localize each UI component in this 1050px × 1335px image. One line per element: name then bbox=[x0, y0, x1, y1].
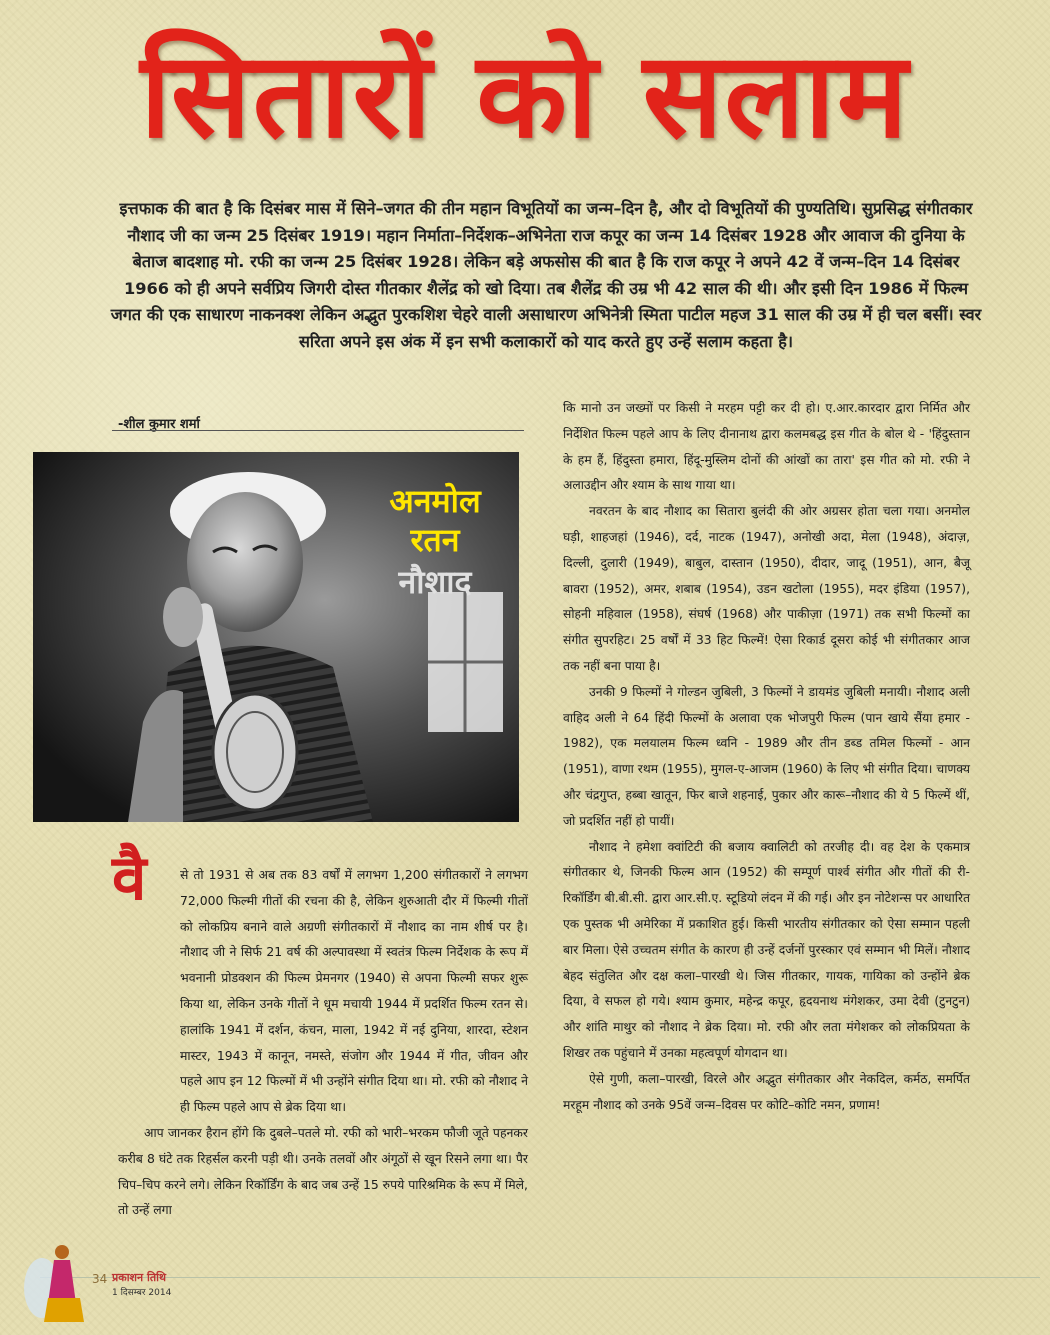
article-column-right bbox=[563, 396, 970, 1118]
byline-divider bbox=[112, 430, 524, 431]
photo-title-line-2: रतन bbox=[410, 521, 460, 559]
photo-title-line-1: अनमोल bbox=[389, 482, 481, 520]
article-paragraph: कि मानो उन जख्मों पर किसी ने मरहम पट्टी कर दी हो। ए.आर.कारदार द्वारा निर्मित और निर्देशित फिल्म पहले आप के लिए दीनानाथ द्वारा कलमबद्ध इस गीत के बोल थे - 'हिंदुस्तान के हम हैं, हिंदुस्ता हमारा, हिंदू-मुस्लिम दोनों की आंखों का तारा' इस गीत को मो. रफी ने अलाउद्दीन और श्याम के साथ गाया था। bbox=[563, 401, 970, 493]
article-paragraph: नवरतन के बाद नौशाद का सितारा बुलंदी की ओर अग्रसर होता चला गया। अनमोल घड़ी, शाहजहां (1946), दर्द, नाटक (1947), अनोखी अदा, मेला (1948), अंदाज़, दिल्ली, दुलारी (1949), बाबुल, दास्तान (1950), दीदार, जादू (1951), आन, बैजू बावरा (1952), अमर, शबाब (1954), उडन खटोला (1955), मदर इंडिया (1957), सोहनी महिवाल (1958), संघर्ष (1968) और पाकीज़ा (1971) तक सभी फिल्मों का संगीत सुपरहिट। 25 वर्षों में 33 हिट फिल्में! ऐसा रिकार्ड दूसरा कोई भी संगीतकार आज तक नहीं बना पाया है। bbox=[563, 504, 970, 673]
dancer-emblem-icon bbox=[18, 1238, 90, 1326]
intro-paragraph: इत्तफाक की बात है कि दिसंबर मास में सिने–जगत की तीन महान विभूतियों का जन्म–दिन है, और दो विभूतियों की पुण्यतिथि। सुप्रसिद्ध संगीतकार नौशाद जी का जन्म 25 दिसंबर 1919। महान निर्माता–निर्देशक–अभिनेता राज कपूर का जन्म 14 दिसंबर 1928 और आवाज की दुनिया के बेताज बादशाह मो. रफी का जन्म 25 दिसंबर 1928। लेकिन बड़े अफसोस की बात है कि राज कपूर ने अपने 42 वें जन्म–दिन 14 दिसंबर 1966 को ही अपने सर्वप्रिय जिगरी दोस्त गीतकार शैलेंद्र को खो दिया। तब शैलेंद्र की उम्र भी 42 साल की थी। और इसी दिन 1986 में फिल्म जगत की एक साधारण नाकनक्श लेकिन अद्भुत पुरकशिश चेहरे वाली असाधारण अभिनेत्री स्मिता पाटील महज 31 साल की उम्र में ही चल बसीं। स्वर सरिता अपने इस अंक में इन सभी कलाकारों को याद करते हुए उन्हें सलाम कहता है। bbox=[110, 199, 982, 351]
page-number: 34 bbox=[92, 1272, 108, 1286]
author-byline: -शील कुमार शर्मा bbox=[118, 417, 200, 432]
article-paragraph: आप जानकर हैरान होंगे कि दुबले–पतले मो. रफी को भारी–भरकम फौजी जूते पहनकर करीब 8 घंटे तक रिहर्सल करनी पड़ी थी। उनके तलवों और अंगूठों से खून रिसने लगा था। पैर चिप–चिप करने लगे। लेकिन रिकॉर्डिंग के बाद जब उन्हें 15 रुपये पारिश्रमिक के रूप में मिले, तो उन्हें लगा bbox=[118, 1124, 528, 1218]
publication-date: 1 दिसम्बर 2014 bbox=[112, 1288, 172, 1298]
page-headline: सितारों को सलाम bbox=[140, 26, 910, 164]
article-paragraph: ऐसे गुणी, कला–पारखी, विरले और अद्भुत संगीतकार और नेकदिल, कर्मठ, समर्पित मरहूम नौशाद को उनके 95वें जन्म–दिवस पर कोटि–कोटि नमन, प्रणाम! bbox=[563, 1071, 970, 1112]
article-paragraph: नौशाद ने हमेशा क्वांटिटी की बजाय क्वालिटी को तरजीह दी। वह देश के एकमात्र संगीतकार थे, जिनकी फिल्म आन (1952) की सम्पूर्ण पार्श्व संगीत और गीतों की री-रिकॉर्डिंग बी.बी.सी. द्वारा आर.सी.ए. स्टूडियो लंदन में की गई। और इन नोटेशन्स पर आधारित एक पुस्तक भी अमेरिका में प्रकाशित हुई। किसी भारतीय संगीतकार को ऐसा सम्मान पहली बार मिला। ऐसे उच्चतम संगीत के कारण ही उन्हें दर्जनों पुरस्कार एवं सम्मान भी मिलें। नौशाद बेहद संतुलित और दक्ष कला–पारखी थे। जिस गीतकार, गायक, गायिका को उन्होंने ब्रेक दिया, वे सफल हो गये। श्याम कुमार, महेन्द्र कपूर, हृदयनाथ मंगेशकर, उमा देवी (टुनटुन) और शांति माथुर को नौशाद ने ब्रेक दिया। मो. रफी और लता मंगेशकर को लोकप्रियता के शिखर तक पहुंचाने में उनका महत्वपूर्ण योगदान था। bbox=[563, 839, 970, 1060]
photo-title-line-3: नौशाद bbox=[398, 563, 472, 601]
drop-cap: वै bbox=[112, 841, 147, 914]
footer-divider bbox=[40, 1277, 1040, 1278]
article-paragraph: उनकी 9 फिल्मों ने गोल्डन जुबिली, 3 फिल्मों ने डायमंड जुबिली मनायी। नौशाद अली वाहिद अली ने 64 हिंदी फिल्मों के अलावा एक भोजपुरी फिल्म (पान खाये सैंया हमार - 1982), एक मलयालम फिल्म ध्वनि - 1989 और तीन डब्ड तमिल फिल्मों - आन (1951), वाणा रथम (1955), मुगल-ए-आजम (1960) के लिए भी संगीत दिया। चाणक्य और चंद्रगुप्त, हब्बा खातून, फिर बाजे शहनाई, पुकार और कारू–नौशाद की ये 5 फिल्में थीं, जो प्रदर्शित नहीं हो पायीं। bbox=[563, 684, 970, 828]
publication-date-label: प्रकाशन तिथि bbox=[112, 1271, 166, 1284]
article-paragraph: से तो 1931 से अब तक 83 वर्षों में लगभग 1,200 संगीतकारों ने लगभग 72,000 फिल्मी गीतों की रचना की है, लेकिन शुरुआती दौर में फिल्मी गीतों को लोकप्रिय बनाने वाले अग्रणी संगीतकारों में नौशाद का नाम शीर्ष पर है। नौशाद जी ने सिर्फ 21 वर्ष की अल्पावस्था में स्वतंत्र फिल्म निर्देशक के रूप में भवनानी प्रोडक्शन की फिल्म प्रेमनगर (1940) से अपना फिल्मी सफर शुरू किया था, लेकिन उनके गीतों ने धूम मचायी 1944 में प्रदर्शित फिल्म रतन से। हालांकि 1941 में दर्शन, कंचन, माला, 1942 में नई दुनिया, शारदा, स्टेशन मास्टर, 1943 में कानून, नमस्ते, संजोग और 1944 में गीत, जीवन और पहले आप इन 12 फिल्मों में भी उन्होंने संगीत दिया था। मो. रफी को नौशाद ने ही फिल्म पहले आप से ब्रेक दिया था। bbox=[180, 867, 528, 1115]
article-column-left bbox=[118, 862, 528, 1223]
